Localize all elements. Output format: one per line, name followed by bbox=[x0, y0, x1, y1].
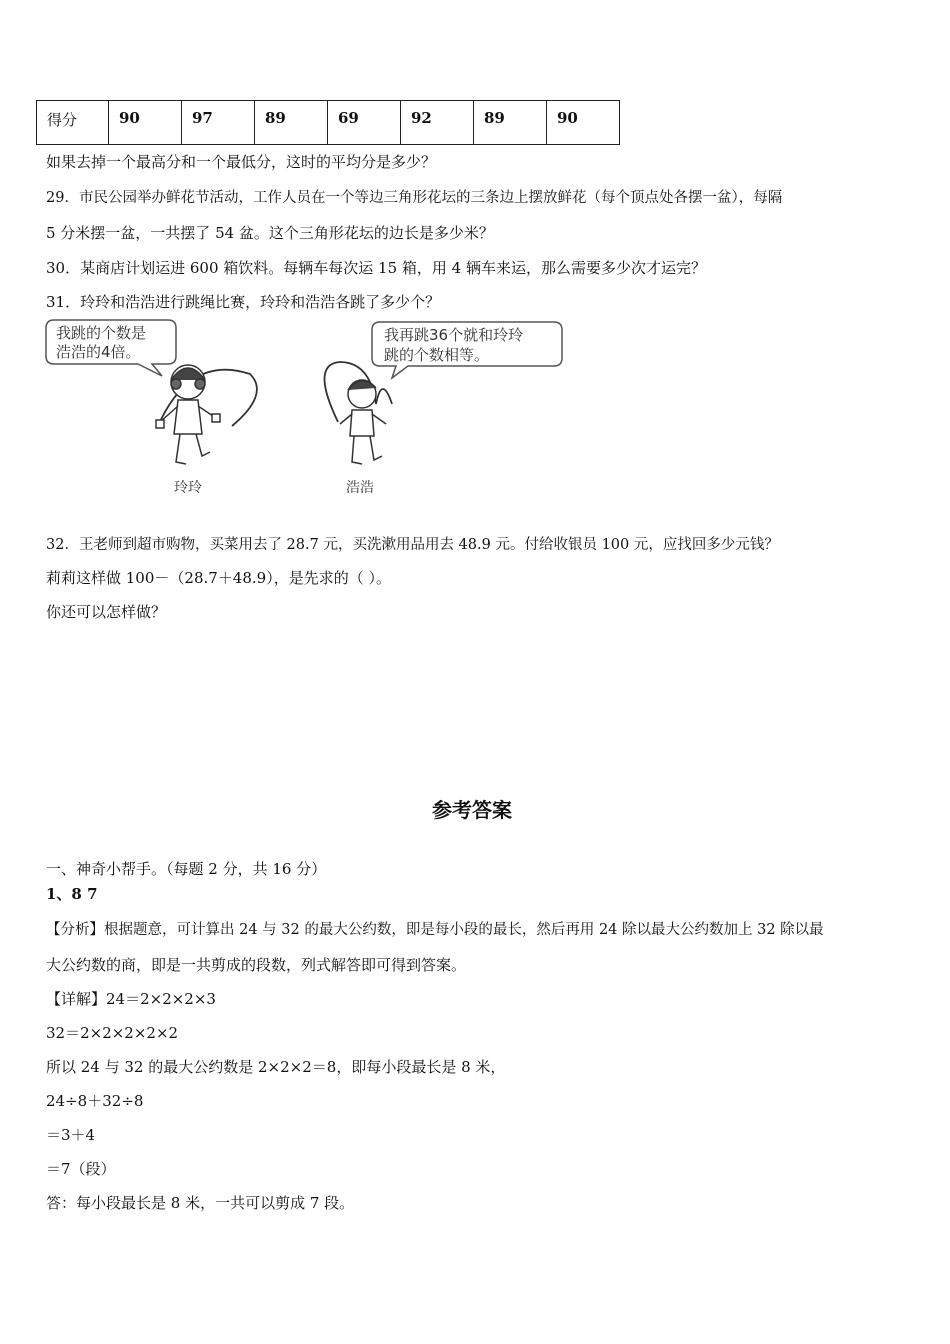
detail-line2: 32＝2×2×2×2×2 bbox=[46, 1024, 179, 1042]
detail-line3: 所以 24 与 32 的最大公约数是 2×2×2＝8，即每小段最长是 8 米， bbox=[46, 1058, 506, 1076]
table-cell: 89 bbox=[255, 101, 328, 145]
q29-text-line1: 29．市民公园举办鲜花节活动，工作人员在一个等边三角形花坛的三条边上摆放鲜花（每个顶点处各摆一盆），每隔 bbox=[46, 190, 783, 206]
bubble-right-line2: 跳的个数相等。 bbox=[384, 346, 490, 364]
q32-text: 32．王老师到超市购物，买菜用去了 28.7 元，买洗漱用品用去 48.9 元。付给收银员 100 元，应找回多少元钱？ bbox=[46, 537, 779, 553]
detail-line6: ＝7（段） bbox=[46, 1160, 116, 1178]
boy-figure bbox=[324, 362, 392, 496]
q29-text-line2: 5 分米摆一盆，一共摆了 54 盆。这个三角形花坛的边长是多少米？ bbox=[46, 224, 494, 242]
analysis-line2: 大公约数的商，即是一共剪成的段数，列式解答即可得到答案。 bbox=[46, 956, 467, 974]
table-cell: 89 bbox=[474, 101, 547, 145]
answer-item-1: 1、8 7 bbox=[46, 885, 98, 903]
answers-title: 参考答案 bbox=[432, 798, 512, 822]
speech-bubble-left bbox=[46, 320, 176, 376]
q32-line2: 莉莉这样做 100－（28.7＋48.9），是先求的（ ）。 bbox=[46, 569, 391, 587]
name-haohao: 浩浩 bbox=[346, 480, 374, 496]
analysis-line1: 【分析】根据题意，可计算出 24 与 32 的最大公约数，即是每小段的最长，然后再用 24 除以最大公约数加上 32 除以最 bbox=[46, 922, 824, 938]
detail-line5: ＝3＋4 bbox=[46, 1126, 96, 1144]
q30-text: 30．某商店计划运进 600 箱饮料。每辆车每次运 15 箱，用 4 辆车来运，那么需要多少次才运完？ bbox=[46, 259, 706, 277]
score-table bbox=[36, 100, 620, 145]
q32-line3: 你还可以怎样做？ bbox=[46, 603, 167, 621]
detail-line4: 24÷8＋32÷8 bbox=[46, 1092, 144, 1110]
bubble-left-line2: 浩浩的4倍。 bbox=[56, 343, 141, 361]
answers-section-heading: 一、神奇小帮手。（每题 2 分，共 16 分） bbox=[46, 860, 327, 878]
q28-followup-text: 如果去掉一个最高分和一个最低分，这时的平均分是多少？ bbox=[46, 153, 437, 171]
bubble-right-line1: 我再跳36个就和玲玲 bbox=[384, 326, 524, 344]
jump-rope-illustration bbox=[40, 314, 580, 504]
speech-bubble-right bbox=[372, 322, 562, 378]
bubble-left-line1: 我跳的个数是 bbox=[56, 324, 147, 342]
q31-text: 31．玲玲和浩浩进行跳绳比赛，玲玲和浩浩各跳了多少个？ bbox=[46, 293, 441, 311]
table-row bbox=[37, 101, 620, 145]
table-cell: 69 bbox=[328, 101, 401, 145]
table-header-cell: 得分 bbox=[37, 101, 109, 145]
table-cell: 90 bbox=[547, 101, 620, 145]
table-cell: 92 bbox=[401, 101, 474, 145]
detail-line1: 【详解】24＝2×2×2×3 bbox=[46, 990, 216, 1008]
table-cell: 97 bbox=[182, 101, 255, 145]
final-answer: 答：每小段最长是 8 米，一共可以剪成 7 段。 bbox=[46, 1194, 355, 1212]
girl-figure bbox=[156, 365, 257, 496]
name-lingling: 玲玲 bbox=[174, 480, 202, 496]
table-cell: 90 bbox=[109, 101, 182, 145]
